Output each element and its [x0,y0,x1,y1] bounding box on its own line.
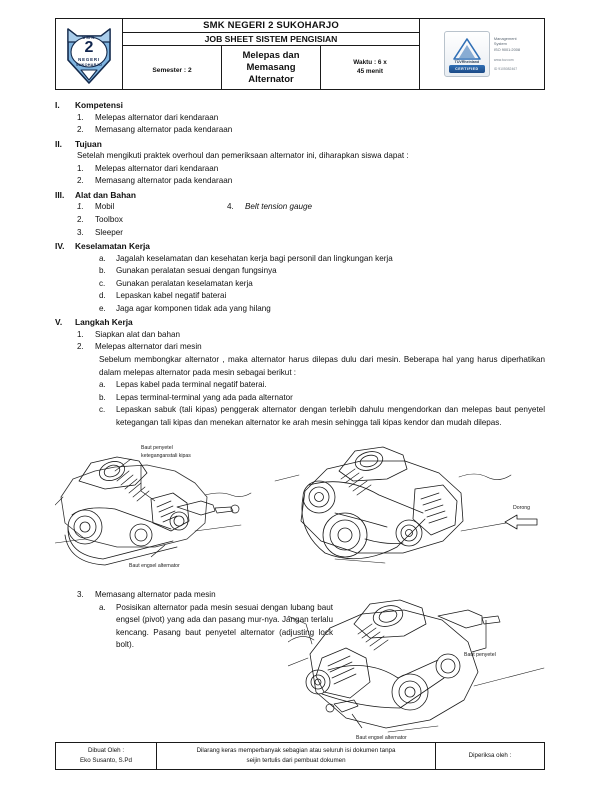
waktu-line1: Waktu : 6 x [353,59,387,67]
shield-number: 2 [84,38,94,56]
list-item [55,278,545,291]
waktu-line2: 45 menit [357,67,383,75]
engine-diagram-right [275,447,517,563]
item-text: Posisikan alternator pada mesin sesuai dengan lubang baut engsel (pivot) yang ada dan pasang mur-nya. Jangan terlalu kencang. Pasang baut penyetel alternator (adjusting lock bolt). [116,602,333,650]
item-text: Jagalah keselamatan dan kesehatan kerja bagi personil dan lingkungan kerja [116,253,393,263]
item-text: Mobil [95,202,115,212]
section-alat-dan-bahan [55,189,545,239]
list-item [55,112,545,125]
section-numeral: II. [55,138,62,149]
section-heading [55,99,545,112]
list-item [55,303,545,316]
school-shield-icon [63,26,115,86]
step-item [55,329,545,342]
cert-info-line3: ISO 9001:2008 [493,46,521,52]
school-logo-cell [56,19,123,90]
school-name: SMK NEGERI 2 SUKOHARJO [123,19,420,33]
intro-text: Setelah mengikuti praktek overhoul dan pemeriksaan alternator ini, diharapkan siswa dapat : [77,151,409,161]
figure-row-belt-removal [55,435,545,585]
item-text: Memasang alternator pada kendaraan [95,125,233,135]
certified-strip: CERTIFIED [449,65,485,73]
made-by-name: Eko Susanto, S.Pd [80,756,132,764]
section-numeral: I. [55,100,60,110]
engine-alternator-install-diagram [288,596,556,744]
section-numeral: IV. [55,241,65,252]
figure-alternator-installation [288,596,556,744]
item-marker: 3. [77,227,84,237]
item-text: Siapkan alat dan bahan [95,329,181,339]
semester-cell [123,46,222,90]
list-item [55,290,545,303]
tools-column-right [227,201,545,239]
section-title: Tujuan [75,138,102,149]
tuv-mark-text: TÜVRheinland [454,60,480,64]
item-marker: 2. [77,215,84,225]
item-text: Lepaskan sabuk (tali kipas) penggerak alternator dengan terlebih dahulu mengendorkan dan melepas baut penyetel ketegangan tali kipas dan menekan alternator ke arah mesin sehingga tali kipas kendor dan mudah dilepas. [116,405,545,427]
item-marker: d. [99,291,106,301]
item-text: Lepaskan kabel negatif baterai [116,291,227,301]
list-item [55,124,545,137]
item-text: Jaga agar komponen tidak ada yang hilang [116,303,271,313]
section-heading [55,138,545,151]
shield-mid-text: NEGERI [78,56,100,62]
item-marker: 2. [77,342,84,352]
engine-belt-diagram-pair [55,435,545,585]
item-marker: c. [99,405,106,415]
footer-notice-cell [157,743,436,770]
list-item [77,227,227,240]
tuv-rheinland-icon [444,31,490,77]
document-footer-table [55,742,545,770]
topic-line2: Alternator [248,73,294,85]
item-text: Belt tension gauge [245,202,313,212]
item-text: Gunakan peralatan sesuai dengan fungsinya [116,266,277,276]
list-item [55,404,545,429]
shield-bottom-text: SUKOHARJO [75,62,103,67]
item-text: Sleeper [95,227,123,237]
item-text: Memasang alternator pada kendaraan [95,176,233,186]
figure3-label-right: Baut penyetel [464,652,496,658]
list-item [55,175,545,188]
semester-label: Semester : 2 [152,66,192,74]
document-header-table [55,18,545,90]
item-marker: a. [99,602,106,612]
notice-line2: seijin tertulis dari pembuat dokumen [246,756,346,764]
section-title: Alat dan Bahan [75,189,136,200]
list-item [227,201,545,214]
item-marker: 3. [77,590,84,600]
item-text: Melepas alternator dari kendaraan [95,112,219,122]
item-marker: 2. [77,176,84,186]
figure2-label-dorong: Dorong [513,505,531,512]
topic-cell [222,46,321,90]
item-marker: b. [99,392,106,402]
tools-column-left [77,201,227,239]
leader-line-pivot-bolt [352,714,362,728]
item-marker: 2. [77,125,84,135]
notice-line1: Dilarang keras memperbanyak sebagian atau seluruh isi dokumen tanpa [196,747,396,754]
figure1-label-top-line1: Baut penyetel [141,445,173,452]
certification-info [494,36,520,73]
section-numeral: III. [55,189,65,200]
cert-info-line4: www.tuv.com [493,57,514,62]
list-item [55,379,545,392]
topic-line1: Melepas dan Memasang [242,49,300,73]
item-marker: a. [99,253,106,263]
list-item [55,265,545,278]
list-item [77,201,227,214]
made-by-label: Dibuat Oleh : [87,747,125,754]
item-marker: a. [99,380,106,390]
job-sheet-title: JOB SHEET SISTEM PENGISIAN [123,33,420,46]
section-title: Keselamatan Kerja [75,241,150,252]
item-marker: b. [99,266,106,276]
item-text: Melepas alternator dari kendaraan [95,163,219,173]
section-numeral: V. [55,317,63,328]
step2-paragraph: Sebelum membongkar alternator , maka alternator harus dilepas dulu dari mesin. Beberapa hal yang harus diperhatikan dalam melepas alternator pada mesin sebagai berikut : [99,355,545,377]
list-item [55,392,545,405]
item-marker: 1. [77,163,84,173]
tuv-triangle-icon [452,37,482,61]
push-arrow-icon [505,515,537,529]
list-item [77,214,227,227]
item-text: Lepas kabel pada terminal negatif baterai. [116,380,267,390]
item-marker: e. [99,303,106,313]
certification-cell [420,19,545,90]
tools-two-columns [55,201,545,239]
item-marker: 1. [77,112,84,122]
section-heading [55,189,545,202]
section-title: Kompetensi [75,100,123,110]
section-tujuan [55,138,545,188]
item-text: Gunakan peralatan keselamatan kerja [116,278,253,288]
item-text: Memasang alternator pada mesin [95,590,216,600]
section-kompetensi [55,99,545,137]
item-marker: 1. [77,329,84,339]
shield-top-text: SMK [82,34,96,40]
cert-info-line5: ID 9105082467 [493,67,518,72]
engine-diagram-left [55,457,251,565]
list-item [55,163,545,176]
checked-by-label: Diperiksa oleh : [468,751,512,759]
section-heading [55,240,545,253]
section-langkah-kerja [55,316,545,429]
section-keselamatan-kerja [55,240,545,315]
figure1-label-bottom: Baut engsel alternator [129,563,180,570]
section-intro [55,150,545,163]
section-heading [55,316,545,329]
section-title: Langkah Kerja [75,317,133,328]
figure1-label-top-line2: keteganganstali kipas [141,453,191,460]
list-item [55,253,545,266]
item-marker: 4. [227,202,234,212]
footer-made-by-cell [56,743,157,770]
cert-info-line1: Management [493,35,517,41]
item-text: Toolbox [95,215,123,225]
footer-checked-by-cell [436,743,545,770]
item-text: Lepas terminal-terminal yang ada pada alternator [116,392,293,402]
step-item [55,341,545,354]
item-text: Melepas alternator dari mesin [95,342,202,352]
item-marker: 1. [77,202,84,212]
cert-info-line2: System [493,41,507,47]
item-marker: c. [99,278,106,288]
waktu-cell [321,46,420,90]
figure3-label-bottom: Baut engsel alternator [356,735,407,741]
